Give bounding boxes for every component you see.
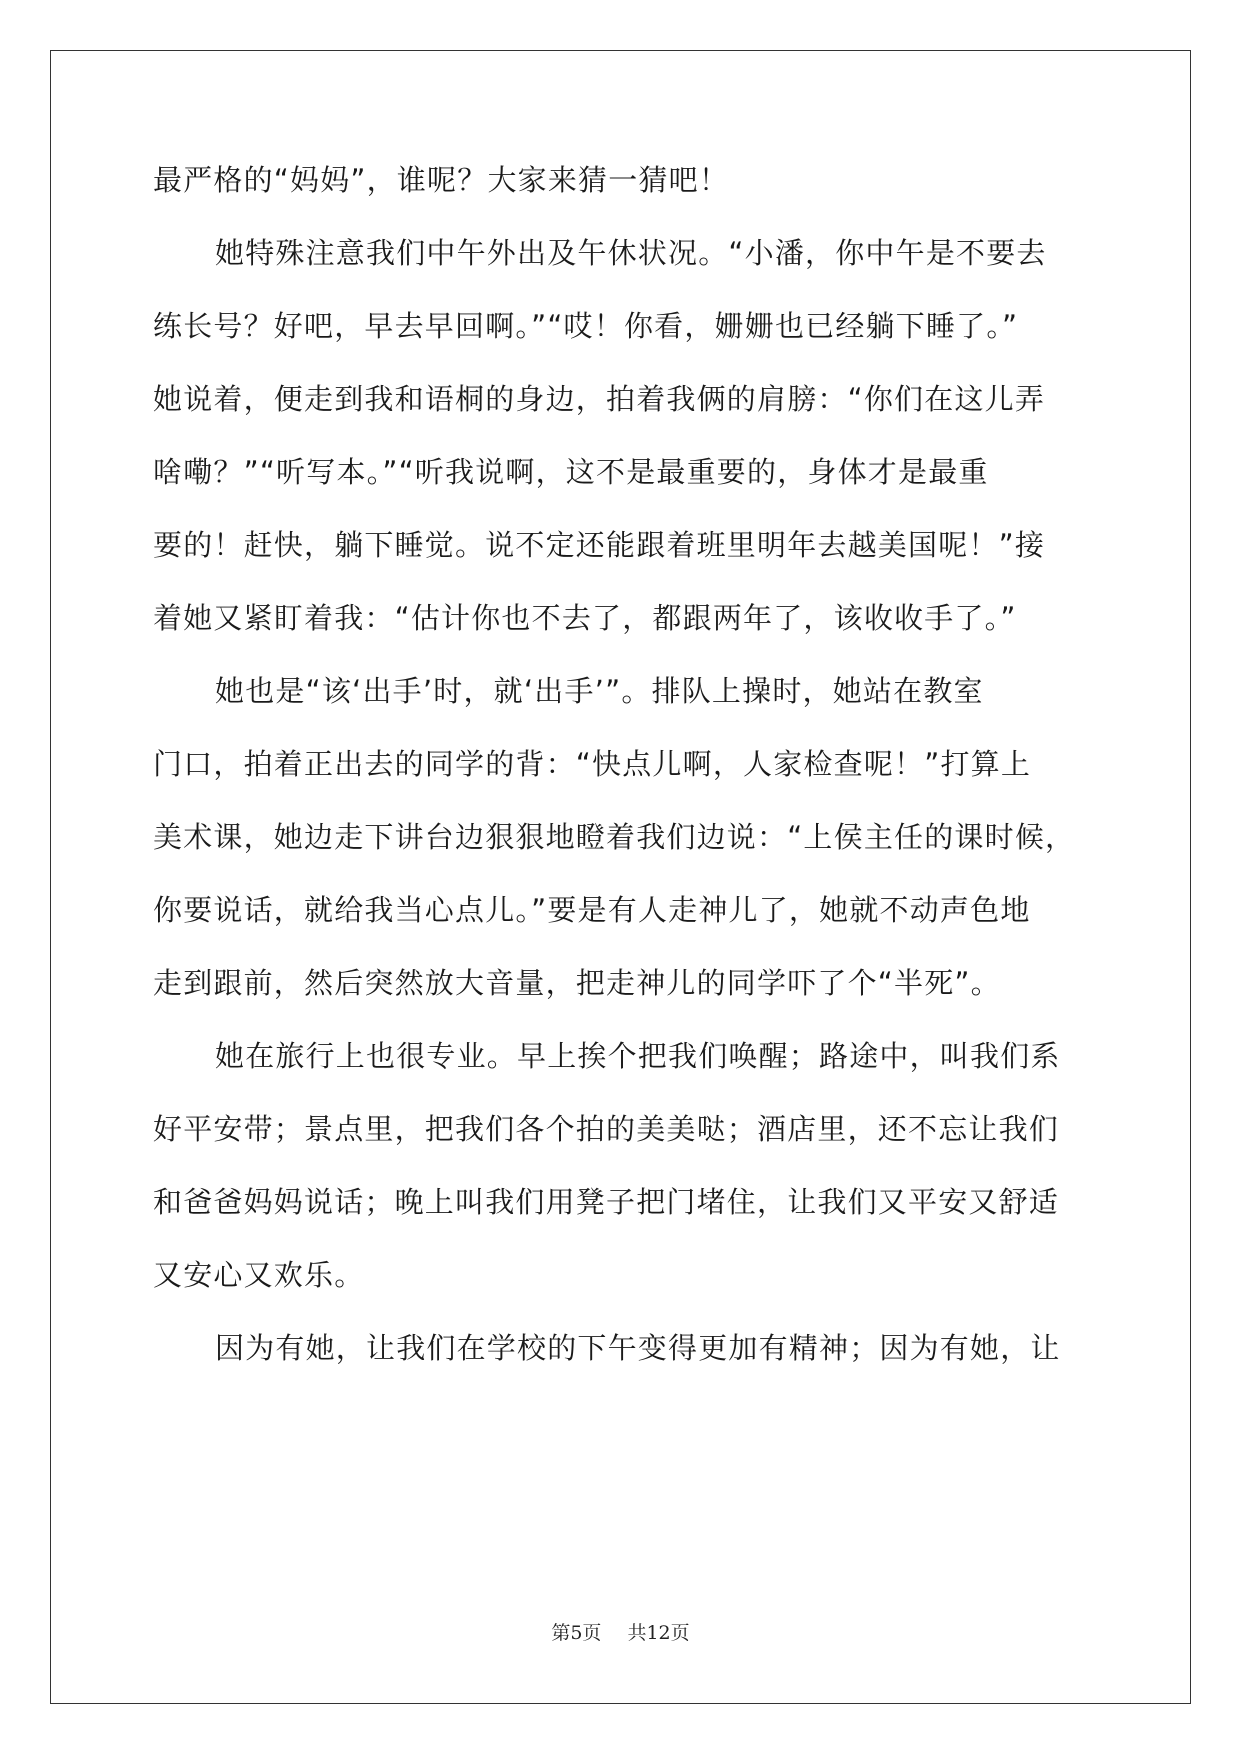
page-number: 第5页 bbox=[551, 1622, 602, 1644]
text-line: 你要说话，就给我当心点儿。”要是有人走神儿了，她就不动声色地 bbox=[153, 893, 1031, 927]
text-line: 最严格的“妈妈”，谁呢？大家来猜一猜吧！ bbox=[153, 163, 730, 197]
text-line: 她说着，便走到我和语桐的身边，拍着我俩的肩膀：“你们在这儿弄 bbox=[153, 382, 1046, 416]
text-line: 练长号？好吧，早去早回啊。”“哎！你看，姗姗也已经躺下睡了。” bbox=[153, 309, 1019, 343]
text-line: 又安心又欢乐。 bbox=[153, 1258, 365, 1292]
text-line: 美术课，她边走下讲台边狠狠地瞪着我们边说：“上侯主任的课时候， bbox=[153, 820, 1076, 854]
text-line: 门口，拍着正出去的同学的背：“快点儿啊，人家检查呢！”打算上 bbox=[153, 747, 1032, 781]
text-line: 啥嘞？”“听写本。”“听我说啊，这不是最重要的，身体才是最重 bbox=[153, 455, 989, 489]
paragraph-start-line: 她特殊注意我们中午外出及午休状况。“小潘，你中午是不要去 bbox=[215, 236, 1047, 270]
paragraph-start-line: 因为有她，让我们在学校的下午变得更加有精神；因为有她，让 bbox=[215, 1331, 1061, 1365]
text-line: 好平安带；景点里，把我们各个拍的美美哒；酒店里，还不忘让我们 bbox=[153, 1112, 1060, 1146]
page-count: 共12页 bbox=[627, 1622, 690, 1644]
text-line: 和爸爸妈妈说话；晚上叫我们用凳子把门堵住，让我们又平安又舒适 bbox=[153, 1185, 1060, 1219]
text-line: 走到跟前，然后突然放大音量，把走神儿的同学吓了个“半死”。 bbox=[153, 966, 1001, 1000]
paragraph-start-line: 她也是“该‘出手’时，就‘出手’”。排队上操时，她站在教室 bbox=[215, 674, 984, 708]
page-footer bbox=[0, 1618, 1241, 1645]
text-line: 着她又紧盯着我：“估计你也不去了，都跟两年了，该收收手了。” bbox=[153, 601, 1017, 635]
page-border bbox=[50, 50, 1191, 1704]
paragraph-start-line: 她在旅行上也很专业。早上挨个把我们唤醒；路途中，叫我们系 bbox=[215, 1039, 1061, 1073]
text-line: 要的！赶快，躺下睡觉。说不定还能跟着班里明年去越美国呢！”接 bbox=[153, 528, 1046, 562]
